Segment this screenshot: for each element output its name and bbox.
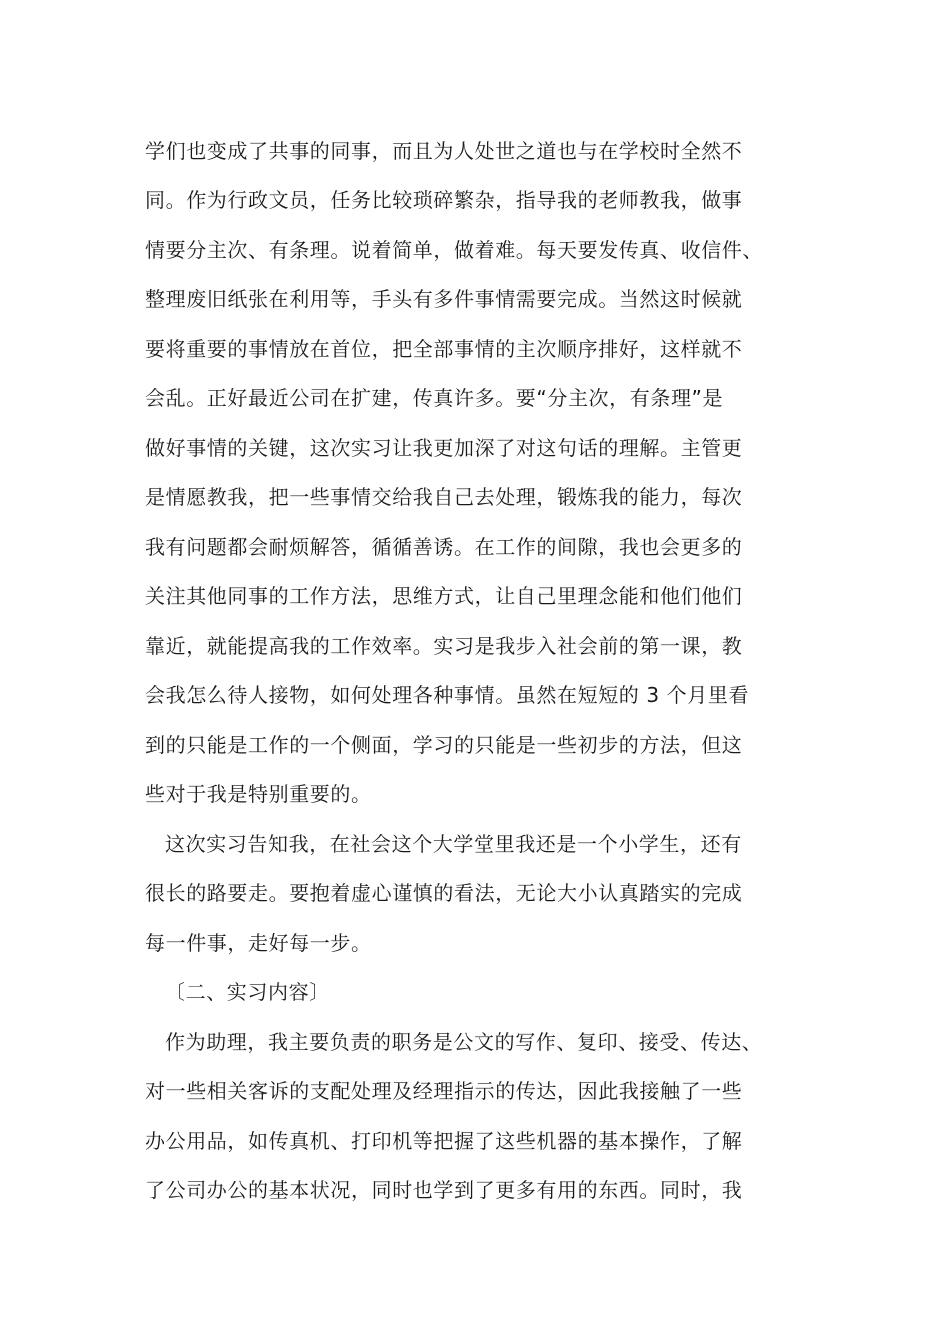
text-line: 同。作为行政文员，任务比较琐碎繁杂，指导我的老师教我，做事: [145, 188, 743, 212]
section-heading: 〔二、实习内容〕: [165, 980, 330, 1004]
text-line: 每一件事，走好每一步。: [145, 931, 372, 955]
text-line: 了公司办公的基本状况，同时也学到了更多有用的东西。同时，我: [145, 1178, 743, 1202]
text-line: 很长的路要走。要抱着虚心谨慎的看法，无论大小认真踏实的完成: [145, 881, 743, 905]
text-line: 我有问题都会耐烦解答，循循善诱。在工作的间隙，我也会更多的: [145, 535, 743, 559]
text-line: 做好事情的关键，这次实习让我更加深了对这句话的理解。主管更: [145, 436, 743, 460]
text-line: 关注其他同事的工作方法，思维方式，让自己里理念能和他们他们: [145, 584, 743, 608]
text-line: 整理废旧纸张在利用等，手头有多件事情需要完成。当然这时候就: [145, 287, 743, 311]
text-line: 作为助理，我主要负责的职务是公文的写作、复印、接受、传达、: [165, 1030, 763, 1054]
text-line: 会我怎么待人接物，如何处理各种事情。虽然在短短的 3 个月里看: [145, 683, 750, 707]
text-line: 些对于我是特别重要的。: [145, 782, 372, 806]
text-line: 靠近，就能提高我的工作效率。实习是我步入社会前的第一课，教: [145, 634, 743, 658]
text-line: 学们也变成了共事的同事，而且为人处世之道也与在学校时全然不: [145, 139, 743, 163]
text-line: 要将重要的事情放在首位，把全部事情的主次顺序排好，这样就不: [145, 337, 743, 361]
text-line: 会乱。正好最近公司在扩建，传真许多。要“分主次，有条理”是: [145, 386, 724, 410]
text-line: 情要分主次、有条理。说着简单，做着难。每天要发传真、收信件、: [145, 238, 763, 262]
text-line: 这次实习告知我，在社会这个大学堂里我还是一个小学生，还有: [165, 832, 742, 856]
text-line: 到的只能是工作的一个侧面，学习的只能是一些初步的方法，但这: [145, 733, 743, 757]
text-line: 是情愿教我，把一些事情交给我自己去处理，锻炼我的能力，每次: [145, 485, 743, 509]
text-line: 对一些相关客诉的支配处理及经理指示的传达，因此我接触了一些: [145, 1079, 743, 1103]
text-line: 办公用品，如传真机、打印机等把握了这些机器的基本操作，了解: [145, 1129, 743, 1153]
